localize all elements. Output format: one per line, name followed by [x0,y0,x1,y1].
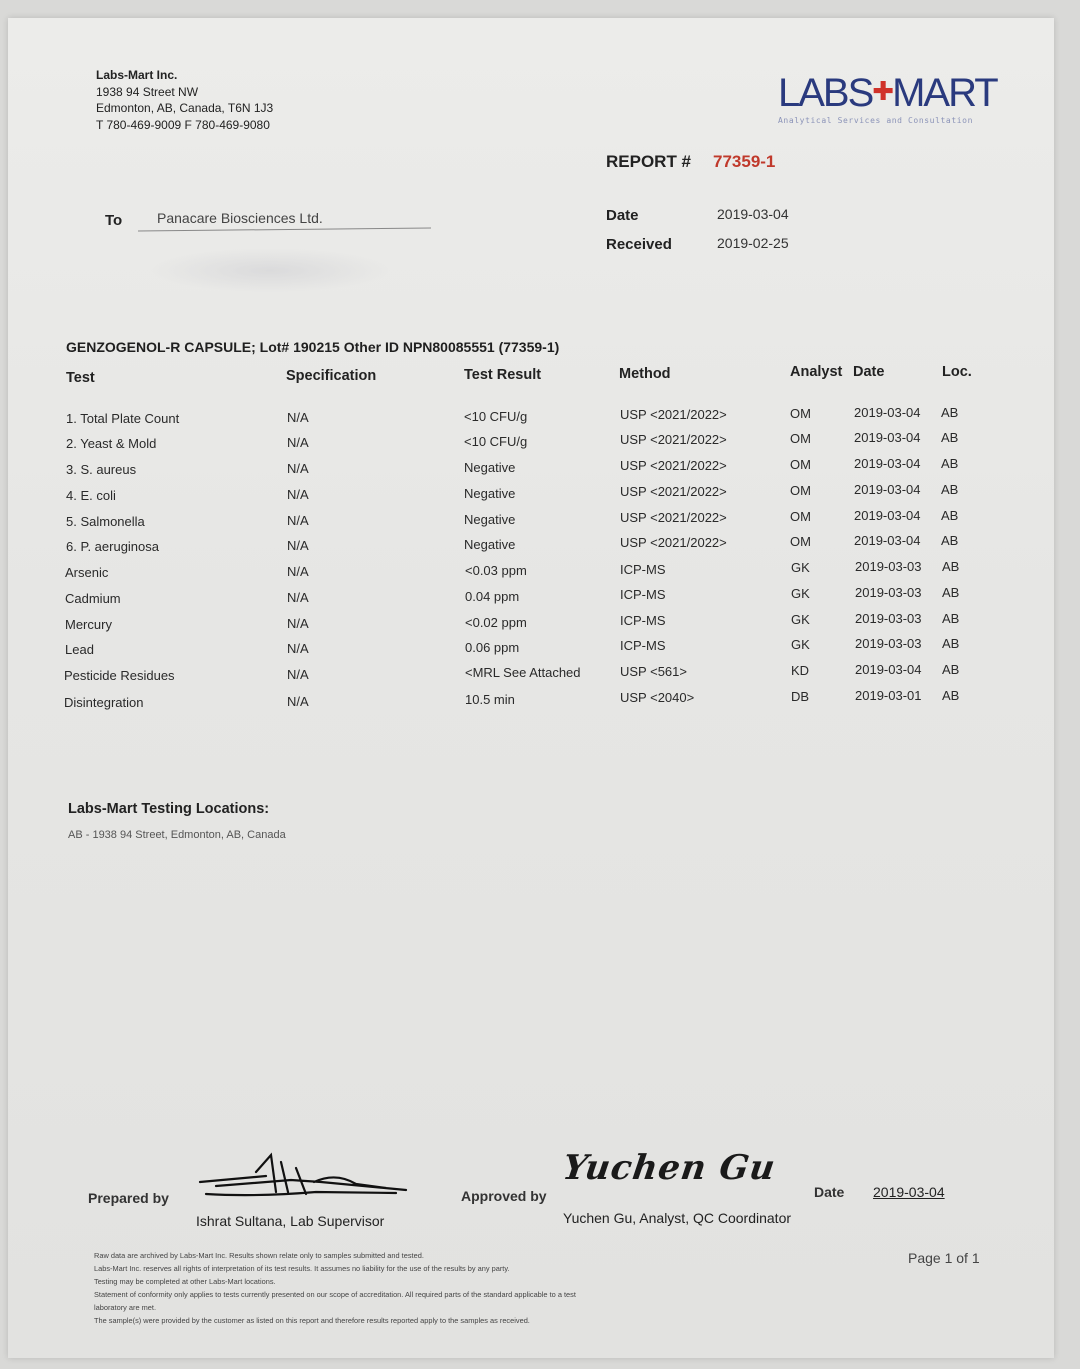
column-header-test: Test [66,370,95,386]
cell-specification: N/A [287,590,309,605]
cell-date: 2019-03-04 [854,430,921,445]
cell-location: AB [942,611,960,626]
prepared-by-name: Ishrat Sultana, Lab Supervisor [196,1213,385,1229]
cell-analyst: OM [790,509,811,524]
cell-date: 2019-03-03 [855,559,922,574]
prepared-by-label: Prepared by [88,1190,169,1206]
cell-location: AB [942,688,960,703]
cell-specification: N/A [287,487,309,502]
cell-date: 2019-03-04 [854,456,921,471]
column-header-analyst: Analyst [790,364,843,380]
cell-location: AB [942,636,960,651]
cell-test-result: Negative [464,512,516,527]
approved-by-signature [560,1148,779,1204]
approved-by-label: Approved by [461,1188,547,1204]
cell-analyst: OM [790,431,811,446]
footer-line: Raw data are archived by Labs-Mart Inc. Results shown relate only to samples submitted and tested. [94,1251,424,1260]
cell-analyst: GK [791,586,810,601]
cell-test-result: 10.5 min [465,692,515,707]
cell-specification: N/A [287,461,309,476]
cell-analyst: GK [791,612,810,627]
cell-date: 2019-03-04 [854,508,921,523]
cell-test-result: <10 CFU/g [464,409,528,424]
cell-analyst: GK [791,560,810,575]
report-number: 77359-1 [713,152,776,171]
cell-test-result: <0.03 ppm [465,563,527,578]
cell-method: USP <2021/2022> [620,407,727,422]
cell-method: USP <2021/2022> [620,458,727,473]
column-header-test-result: Test Result [464,367,542,383]
cell-test: Cadmium [65,591,121,606]
cell-date: 2019-03-01 [855,688,922,703]
cell-specification: N/A [287,667,309,682]
cell-method: USP <561> [620,664,687,679]
cell-specification: N/A [287,513,309,528]
footer-line: Testing may be completed at other Labs-Mart locations. [94,1277,276,1286]
cell-test-result: <0.02 ppm [465,615,527,630]
company-address-line2: Edmonton, AB, Canada, T6N 1J3 [96,101,274,115]
cell-method: USP <2021/2022> [620,535,727,550]
cell-method: ICP-MS [620,613,666,628]
product-description: GENZOGENOL-R CAPSULE; Lot# 190215 Other ID NPN80085551 (77359-1) [66,339,560,355]
cell-specification: N/A [287,616,309,631]
cell-test-result: <MRL See Attached [465,665,581,680]
company-phone-fax: T 780-469-9009 F 780-469-9080 [96,117,270,132]
cell-test-result: Negative [464,460,516,475]
report-number-label: REPORT # [606,152,692,171]
report-date-label: Date [606,207,639,224]
cell-date: 2019-03-03 [855,611,922,626]
customer-name: Panacare Biosciences Ltd. [157,210,323,226]
logo-text: LABS✚MART [778,71,997,115]
column-header-date: Date [853,364,885,380]
cell-specification: N/A [287,538,309,553]
cell-date: 2019-03-03 [855,585,922,600]
cell-specification: N/A [287,435,309,450]
cell-method: ICP-MS [620,587,666,602]
cell-test: 3. S. aureus [66,462,137,477]
page-indicator: Page 1 of 1 [908,1250,980,1266]
cell-test: 2. Yeast & Mold [66,436,157,451]
cell-method: ICP-MS [620,562,666,577]
column-header-specification: Specification [286,368,377,384]
cell-test-result: 0.04 ppm [465,589,520,604]
cell-test: Pesticide Residues [64,668,175,683]
testing-locations-heading: Labs-Mart Testing Locations: [68,801,270,817]
cell-test-result: Negative [464,486,516,501]
cell-method: USP <2021/2022> [620,484,727,499]
cell-analyst: DB [791,689,810,704]
cell-date: 2019-03-04 [855,662,922,677]
to-label: To [105,212,123,229]
cell-location: AB [942,559,960,574]
received-date: 2019-02-25 [717,235,789,251]
column-header-location: Loc. [942,364,972,380]
cell-method: ICP-MS [620,638,666,653]
cell-analyst: OM [790,534,811,549]
cell-date: 2019-03-04 [854,533,921,548]
footer-line: Labs-Mart Inc. reserves all rights of interpretation of its test results. It assumes no liability for the use of the results by any party. [94,1264,510,1273]
received-label: Received [606,236,672,253]
signoff-date-label: Date [814,1184,845,1200]
cell-location: AB [942,662,960,677]
cell-analyst: OM [790,483,811,498]
cell-specification: N/A [287,641,309,656]
testing-location-ab: AB - 1938 94 Street, Edmonton, AB, Canada [68,829,286,841]
cell-location: AB [942,585,960,600]
cell-test: Mercury [65,617,112,632]
cell-test: 1. Total Plate Count [66,411,180,426]
signature-script: Yuchen Gu [560,1148,779,1188]
approved-by-name: Yuchen Gu, Analyst, QC Coordinator [563,1210,792,1226]
cell-analyst: OM [790,457,811,472]
cell-method: USP <2021/2022> [620,510,727,525]
company-name: Labs-Mart Inc. [96,68,178,82]
faded-text-smudge [150,248,390,293]
cell-location: AB [941,533,959,548]
company-address-line1: 1938 94 Street NW [96,84,199,99]
cell-test: 5. Salmonella [66,514,145,529]
cell-specification: N/A [287,694,309,709]
cell-test-result: 0.06 ppm [465,640,520,655]
cell-date: 2019-03-04 [854,405,921,420]
footer-line: The sample(s) were provided by the customer as listed on this report and therefore results reported apply to the samples as received. [94,1316,530,1325]
footer-line: Statement of conformity only applies to tests currently presented on our scope of accreditation. All required parts of the standard applicable to a test [94,1290,576,1299]
column-header-method: Method [619,366,671,382]
cell-location: AB [941,482,959,497]
cell-method: USP <2021/2022> [620,432,727,447]
cell-location: AB [941,456,959,471]
cell-date: 2019-03-03 [855,636,922,651]
prepared-by-signature [196,1152,411,1208]
cell-specification: N/A [287,410,309,425]
report-date: 2019-03-04 [717,206,789,222]
cell-test: Lead [65,642,94,657]
company-address-block [96,67,273,133]
cell-location: AB [941,430,959,445]
cell-analyst: KD [791,663,810,678]
cell-method: USP <2040> [620,690,695,705]
footer-line: laboratory are met. [94,1303,157,1312]
cell-analyst: OM [790,406,811,421]
labs-mart-logo [778,70,997,126]
cell-date: 2019-03-04 [854,482,921,497]
cell-test: Disintegration [64,695,144,710]
logo-tagline: Analytical Services and Consultation [778,116,973,125]
cell-test: 4. E. coli [66,488,116,503]
footer-disclaimer [94,1249,576,1327]
cell-test: 6. P. aeruginosa [66,539,159,554]
cell-test-result: <10 CFU/g [464,434,528,449]
cell-location: AB [941,508,959,523]
cell-specification: N/A [287,564,309,579]
cell-test: Arsenic [65,565,109,580]
cell-analyst: GK [791,637,810,652]
cell-test-result: Negative [464,537,516,552]
cell-location: AB [941,405,959,420]
signoff-date: 2019-03-04 [873,1184,945,1200]
